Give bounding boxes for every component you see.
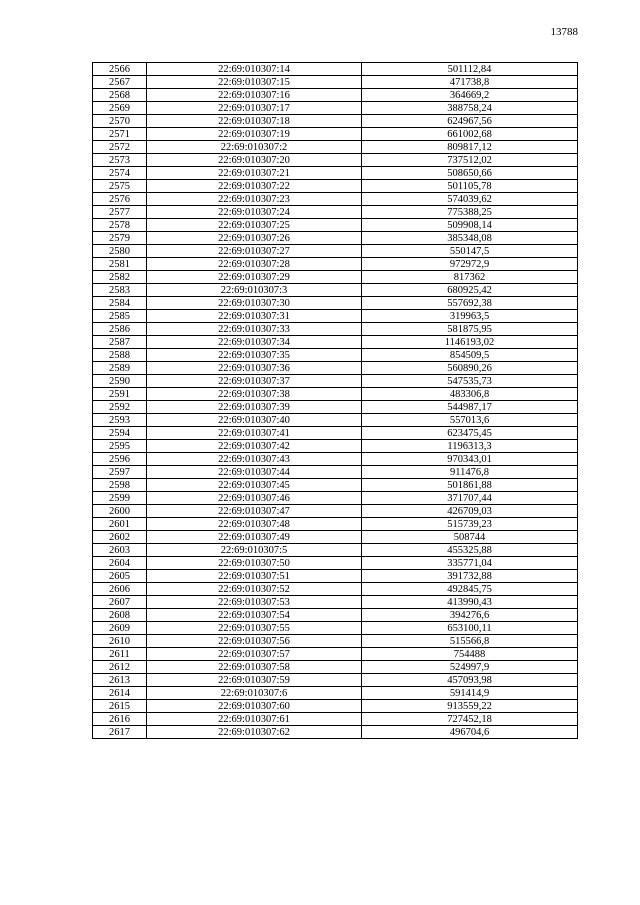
- cadastral-number-cell: 22:69:010307:41: [147, 427, 362, 440]
- value-cell: 550147,5: [362, 245, 578, 258]
- cadastral-number-cell: 22:69:010307:57: [147, 648, 362, 661]
- table-row: [93, 167, 578, 180]
- row-number-cell: 2611: [93, 648, 147, 661]
- cadastral-number-cell: 22:69:010307:48: [147, 518, 362, 531]
- row-number-cell: 2573: [93, 154, 147, 167]
- value-cell: 591414,9: [362, 687, 578, 700]
- cadastral-number-cell: 22:69:010307:31: [147, 310, 362, 323]
- row-number-cell: 2580: [93, 245, 147, 258]
- value-cell: 557013,6: [362, 414, 578, 427]
- value-cell: 515739,23: [362, 518, 578, 531]
- row-number-cell: 2598: [93, 479, 147, 492]
- row-number-cell: 2569: [93, 102, 147, 115]
- value-cell: 854509,5: [362, 349, 578, 362]
- table-row: [93, 479, 578, 492]
- value-cell: 737512,02: [362, 154, 578, 167]
- row-number-cell: 2586: [93, 323, 147, 336]
- value-cell: 661002,68: [362, 128, 578, 141]
- table-row: [93, 492, 578, 505]
- table-row: [93, 258, 578, 271]
- row-number-cell: 2587: [93, 336, 147, 349]
- row-number-cell: 2599: [93, 492, 147, 505]
- table-row: [93, 557, 578, 570]
- cadastral-number-cell: 22:69:010307:22: [147, 180, 362, 193]
- table-row: [93, 206, 578, 219]
- cadastral-number-cell: 22:69:010307:46: [147, 492, 362, 505]
- cadastral-number-cell: 22:69:010307:26: [147, 232, 362, 245]
- cadastral-number-cell: 22:69:010307:53: [147, 596, 362, 609]
- table-row: [93, 89, 578, 102]
- cadastral-number-cell: 22:69:010307:30: [147, 297, 362, 310]
- cadastral-number-cell: 22:69:010307:14: [147, 63, 362, 76]
- row-number-cell: 2617: [93, 726, 147, 739]
- value-cell: 680925,42: [362, 284, 578, 297]
- value-cell: 727452,18: [362, 713, 578, 726]
- value-cell: 911476,8: [362, 466, 578, 479]
- value-cell: 547535,73: [362, 375, 578, 388]
- cadastral-number-cell: 22:69:010307:42: [147, 440, 362, 453]
- row-number-cell: 2568: [93, 89, 147, 102]
- value-cell: 515566,8: [362, 635, 578, 648]
- table-row: [93, 661, 578, 674]
- row-number-cell: 2613: [93, 674, 147, 687]
- value-cell: 560890,26: [362, 362, 578, 375]
- value-cell: 501861,88: [362, 479, 578, 492]
- cadastral-number-cell: 22:69:010307:6: [147, 687, 362, 700]
- table-row: [93, 414, 578, 427]
- cadastral-number-cell: 22:69:010307:49: [147, 531, 362, 544]
- row-number-cell: 2579: [93, 232, 147, 245]
- value-cell: 335771,04: [362, 557, 578, 570]
- row-number-cell: 2588: [93, 349, 147, 362]
- table-row: [93, 115, 578, 128]
- row-number-cell: 2571: [93, 128, 147, 141]
- table-row: [93, 570, 578, 583]
- row-number-cell: 2596: [93, 453, 147, 466]
- row-number-cell: 2581: [93, 258, 147, 271]
- table-row: [93, 401, 578, 414]
- row-number-cell: 2608: [93, 609, 147, 622]
- table-body: [93, 63, 578, 739]
- value-cell: 508650,66: [362, 167, 578, 180]
- cadastral-number-cell: 22:69:010307:23: [147, 193, 362, 206]
- value-cell: 364669,2: [362, 89, 578, 102]
- row-number-cell: 2603: [93, 544, 147, 557]
- table-row: [93, 297, 578, 310]
- table-row: [93, 596, 578, 609]
- table-row: [93, 102, 578, 115]
- table-row: [93, 453, 578, 466]
- cadastral-number-cell: 22:69:010307:16: [147, 89, 362, 102]
- table-row: [93, 505, 578, 518]
- table-row: [93, 219, 578, 232]
- value-cell: 809817,12: [362, 141, 578, 154]
- table-row: [93, 466, 578, 479]
- row-number-cell: 2592: [93, 401, 147, 414]
- table-row: [93, 349, 578, 362]
- row-number-cell: 2615: [93, 700, 147, 713]
- cadastral-number-cell: 22:69:010307:61: [147, 713, 362, 726]
- cadastral-number-cell: 22:69:010307:51: [147, 570, 362, 583]
- value-cell: 391732,88: [362, 570, 578, 583]
- table-row: [93, 180, 578, 193]
- value-cell: 775388,25: [362, 206, 578, 219]
- cadastral-number-cell: 22:69:010307:27: [147, 245, 362, 258]
- row-number-cell: 2595: [93, 440, 147, 453]
- value-cell: 623475,45: [362, 427, 578, 440]
- value-cell: 754488: [362, 648, 578, 661]
- row-number-cell: 2577: [93, 206, 147, 219]
- table-row: [93, 271, 578, 284]
- value-cell: 544987,17: [362, 401, 578, 414]
- table-row: [93, 427, 578, 440]
- cadastral-number-cell: 22:69:010307:2: [147, 141, 362, 154]
- value-cell: 471738,8: [362, 76, 578, 89]
- cadastral-number-cell: 22:69:010307:34: [147, 336, 362, 349]
- cadastral-number-cell: 22:69:010307:38: [147, 388, 362, 401]
- row-number-cell: 2575: [93, 180, 147, 193]
- row-number-cell: 2606: [93, 583, 147, 596]
- cadastral-number-cell: 22:69:010307:15: [147, 76, 362, 89]
- value-cell: 653100,11: [362, 622, 578, 635]
- table-row: [93, 700, 578, 713]
- value-cell: 817362: [362, 271, 578, 284]
- cadastral-number-cell: 22:69:010307:50: [147, 557, 362, 570]
- value-cell: 385348,08: [362, 232, 578, 245]
- row-number-cell: 2589: [93, 362, 147, 375]
- table-row: [93, 245, 578, 258]
- value-cell: 913559,22: [362, 700, 578, 713]
- cadastral-number-cell: 22:69:010307:54: [147, 609, 362, 622]
- cadastral-number-cell: 22:69:010307:37: [147, 375, 362, 388]
- table-row: [93, 141, 578, 154]
- value-cell: 483306,8: [362, 388, 578, 401]
- table-row: [93, 63, 578, 76]
- row-number-cell: 2616: [93, 713, 147, 726]
- value-cell: 972972,9: [362, 258, 578, 271]
- row-number-cell: 2590: [93, 375, 147, 388]
- row-number-cell: 2614: [93, 687, 147, 700]
- table-row: [93, 284, 578, 297]
- value-cell: 413990,43: [362, 596, 578, 609]
- cadastral-number-cell: 22:69:010307:35: [147, 349, 362, 362]
- cadastral-number-cell: 22:69:010307:59: [147, 674, 362, 687]
- table-row: [93, 323, 578, 336]
- table-row: [93, 609, 578, 622]
- cadastral-number-cell: 22:69:010307:17: [147, 102, 362, 115]
- cadastral-number-cell: 22:69:010307:39: [147, 401, 362, 414]
- row-number-cell: 2605: [93, 570, 147, 583]
- table-row: [93, 518, 578, 531]
- table-row: [93, 531, 578, 544]
- table-row: [93, 154, 578, 167]
- row-number-cell: 2591: [93, 388, 147, 401]
- cadastral-number-cell: 22:69:010307:19: [147, 128, 362, 141]
- cadastral-number-cell: 22:69:010307:5: [147, 544, 362, 557]
- cadastral-number-cell: 22:69:010307:60: [147, 700, 362, 713]
- value-cell: 1146193,02: [362, 336, 578, 349]
- value-cell: 970343,01: [362, 453, 578, 466]
- table-row: [93, 622, 578, 635]
- value-cell: 319963,5: [362, 310, 578, 323]
- value-cell: 388758,24: [362, 102, 578, 115]
- cadastral-number-cell: 22:69:010307:24: [147, 206, 362, 219]
- table-row: [93, 687, 578, 700]
- cadastral-number-cell: 22:69:010307:20: [147, 154, 362, 167]
- row-number-cell: 2566: [93, 63, 147, 76]
- table-row: [93, 635, 578, 648]
- row-number-cell: 2597: [93, 466, 147, 479]
- row-number-cell: 2585: [93, 310, 147, 323]
- table-row: [93, 440, 578, 453]
- table-row: [93, 336, 578, 349]
- cadastral-number-cell: 22:69:010307:33: [147, 323, 362, 336]
- page-number: 13788: [550, 26, 578, 38]
- row-number-cell: 2583: [93, 284, 147, 297]
- data-table: [92, 62, 578, 739]
- cadastral-number-cell: 22:69:010307:18: [147, 115, 362, 128]
- value-cell: 508744: [362, 531, 578, 544]
- row-number-cell: 2609: [93, 622, 147, 635]
- row-number-cell: 2604: [93, 557, 147, 570]
- value-cell: 492845,75: [362, 583, 578, 596]
- table-row: [93, 674, 578, 687]
- table-row: [93, 583, 578, 596]
- row-number-cell: 2612: [93, 661, 147, 674]
- row-number-cell: 2594: [93, 427, 147, 440]
- table-row: [93, 193, 578, 206]
- table-row: [93, 310, 578, 323]
- table-row: [93, 648, 578, 661]
- value-cell: 624967,56: [362, 115, 578, 128]
- cadastral-number-cell: 22:69:010307:3: [147, 284, 362, 297]
- row-number-cell: 2610: [93, 635, 147, 648]
- cadastral-number-cell: 22:69:010307:56: [147, 635, 362, 648]
- cadastral-number-cell: 22:69:010307:21: [147, 167, 362, 180]
- cadastral-number-cell: 22:69:010307:52: [147, 583, 362, 596]
- row-number-cell: 2601: [93, 518, 147, 531]
- cadastral-number-cell: 22:69:010307:36: [147, 362, 362, 375]
- value-cell: 1196313,3: [362, 440, 578, 453]
- cadastral-number-cell: 22:69:010307:25: [147, 219, 362, 232]
- table-row: [93, 362, 578, 375]
- row-number-cell: 2578: [93, 219, 147, 232]
- table-row: [93, 713, 578, 726]
- value-cell: 581875,95: [362, 323, 578, 336]
- cadastral-number-cell: 22:69:010307:55: [147, 622, 362, 635]
- row-number-cell: 2593: [93, 414, 147, 427]
- row-number-cell: 2600: [93, 505, 147, 518]
- row-number-cell: 2567: [93, 76, 147, 89]
- cadastral-number-cell: 22:69:010307:62: [147, 726, 362, 739]
- cadastral-number-cell: 22:69:010307:45: [147, 479, 362, 492]
- row-number-cell: 2572: [93, 141, 147, 154]
- table-row: [93, 76, 578, 89]
- table-row: [93, 128, 578, 141]
- value-cell: 455325,88: [362, 544, 578, 557]
- cadastral-number-cell: 22:69:010307:44: [147, 466, 362, 479]
- value-cell: 509908,14: [362, 219, 578, 232]
- value-cell: 457093,98: [362, 674, 578, 687]
- cadastral-number-cell: 22:69:010307:29: [147, 271, 362, 284]
- value-cell: 371707,44: [362, 492, 578, 505]
- row-number-cell: 2574: [93, 167, 147, 180]
- cadastral-number-cell: 22:69:010307:58: [147, 661, 362, 674]
- cadastral-number-cell: 22:69:010307:43: [147, 453, 362, 466]
- table-row: [93, 726, 578, 739]
- row-number-cell: 2582: [93, 271, 147, 284]
- value-cell: 394276,6: [362, 609, 578, 622]
- value-cell: 501105,78: [362, 180, 578, 193]
- row-number-cell: 2607: [93, 596, 147, 609]
- value-cell: 501112,84: [362, 63, 578, 76]
- table-row: [93, 388, 578, 401]
- row-number-cell: 2570: [93, 115, 147, 128]
- row-number-cell: 2602: [93, 531, 147, 544]
- value-cell: 557692,38: [362, 297, 578, 310]
- value-cell: 496704,6: [362, 726, 578, 739]
- cadastral-number-cell: 22:69:010307:47: [147, 505, 362, 518]
- table-row: [93, 375, 578, 388]
- value-cell: 426709,03: [362, 505, 578, 518]
- cadastral-number-cell: 22:69:010307:40: [147, 414, 362, 427]
- cadastral-number-cell: 22:69:010307:28: [147, 258, 362, 271]
- value-cell: 574039,62: [362, 193, 578, 206]
- row-number-cell: 2576: [93, 193, 147, 206]
- table-row: [93, 544, 578, 557]
- table-row: [93, 232, 578, 245]
- row-number-cell: 2584: [93, 297, 147, 310]
- value-cell: 524997,9: [362, 661, 578, 674]
